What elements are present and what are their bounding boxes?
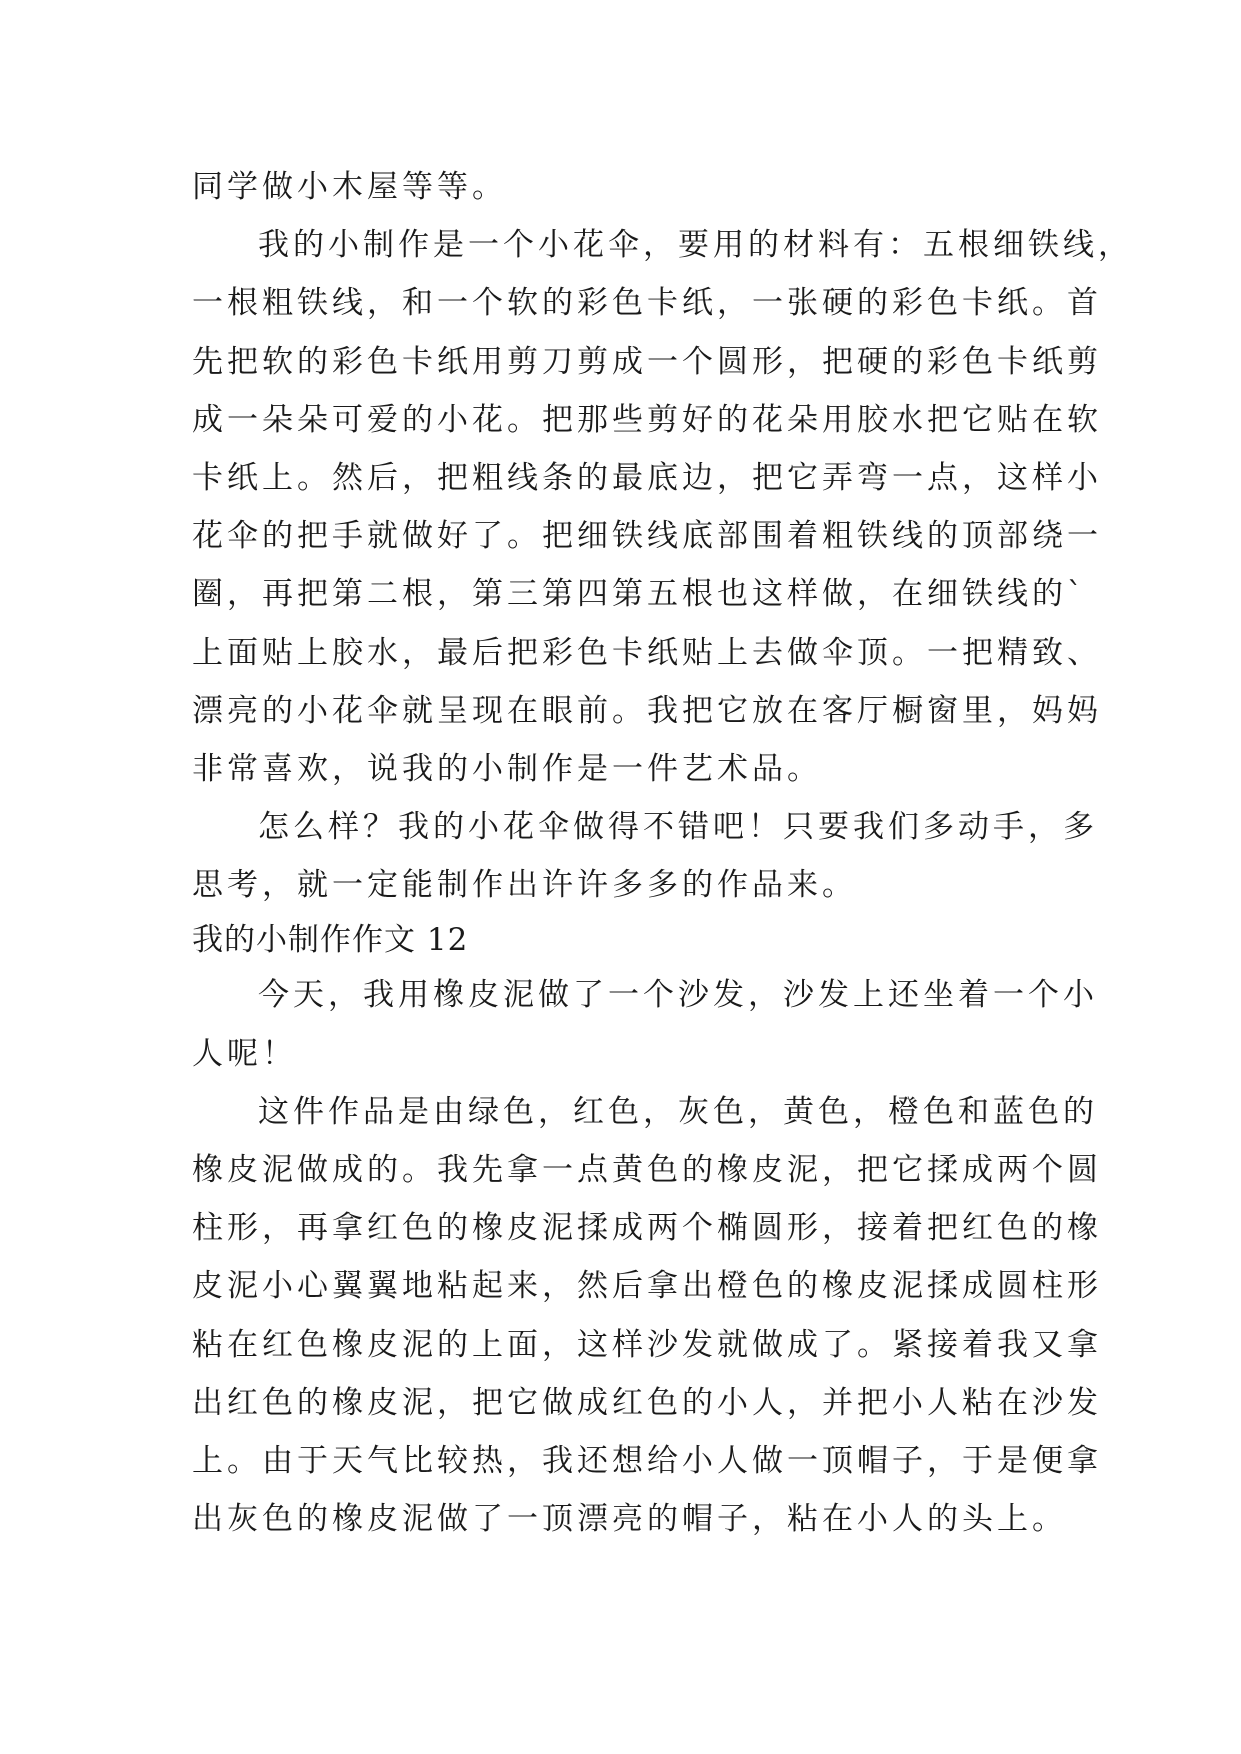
text-line: 柱形，再拿红色的橡皮泥揉成两个椭圆形，接着把红色的橡 (192, 1210, 1102, 1247)
text-line: 圈，再把第二根，第三第四第五根也这样做，在细铁线的` (192, 576, 1087, 613)
text-line: 一根粗铁线，和一个软的彩色卡纸，一张硬的彩色卡纸。首 (192, 285, 1102, 322)
text-line: 怎么样？我的小花伞做得不错吧！只要我们多动手，多 (258, 809, 1098, 846)
text-line: 皮泥小心翼翼地粘起来，然后拿出橙色的橡皮泥揉成圆柱形 (192, 1268, 1102, 1305)
text-line: 出灰色的橡皮泥做了一顶漂亮的帽子，粘在小人的头上。 (192, 1501, 1067, 1538)
text-line: 成一朵朵可爱的小花。把那些剪好的花朵用胶水把它贴在软 (192, 401, 1102, 438)
text-line: 今天，我用橡皮泥做了一个沙发，沙发上还坐着一个小 (258, 977, 1098, 1014)
text-line: 粘在红色橡皮泥的上面，这样沙发就做成了。紧接着我又拿 (192, 1326, 1102, 1363)
text-line: 卡纸上。然后，把粗线条的最底边，把它弄弯一点，这样小 (192, 459, 1102, 496)
text-line: 先把软的彩色卡纸用剪刀剪成一个圆形，把硬的彩色卡纸剪 (192, 343, 1102, 380)
text-line: 同学做小木屋等等。 (192, 169, 507, 205)
text-line: 这件作品是由绿色，红色，灰色，黄色，橙色和蓝色的 (258, 1093, 1098, 1130)
text-line: 上面贴上胶水，最后把彩色卡纸贴上去做伞顶。一把精致、 (192, 634, 1102, 671)
text-line: 花伞的把手就做好了。把细铁线底部围着粗铁线的顶部绕一 (192, 518, 1102, 555)
text-line: 思考，就一定能制作出许许多多的作品来。 (192, 867, 857, 904)
section-heading: 我的小制作作文 12 (192, 922, 469, 959)
document-body (192, 158, 1133, 1548)
text-line: 漂亮的小花伞就呈现在眼前。我把它放在客厅橱窗里，妈妈 (192, 692, 1102, 729)
text-line: 橡皮泥做成的。我先拿一点黄色的橡皮泥，把它揉成两个圆 (192, 1152, 1102, 1188)
text-line: 上。由于天气比较热，我还想给小人做一顶帽子，于是便拿 (192, 1442, 1102, 1479)
text-line: 非常喜欢，说我的小制作是一件艺术品。 (192, 750, 822, 787)
text-line: 我的小制作是一个小花伞，要用的材料有：五根细铁线， (258, 227, 1133, 264)
text-line: 人呢！ (192, 1035, 297, 1072)
text-line: 出红色的橡皮泥，把它做成红色的小人，并把小人粘在沙发 (192, 1384, 1102, 1421)
